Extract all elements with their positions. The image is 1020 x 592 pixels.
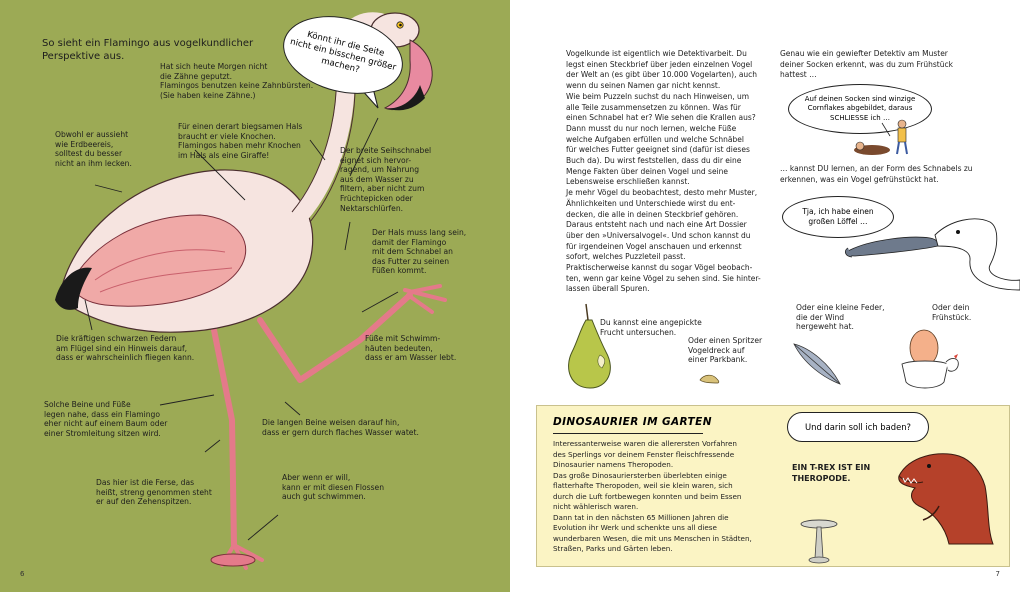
speech-bubble-socken-text: Auf deinen Socken sind winzige Cornflakes abgebildet, daraus SCHLIESSE ich … xyxy=(804,95,916,122)
sidebar-title: DINOSAURIER IM GARTEN xyxy=(553,416,712,428)
note-zaehne: Hat sich heute Morgen nicht die Zähne geputzt. Flamingos benutzen keine Zahnbürsten. (Sie haben keine Zähne.) xyxy=(160,62,314,100)
note-erdbeereis: Obwohl er aussieht wie Erdbeereis, solltest du besser nicht an ihm lecken. xyxy=(55,130,132,168)
spoonbill-illustration xyxy=(840,210,1020,290)
trex-label: EIN T-REX IST EIN THEROPODE. xyxy=(792,463,871,483)
note-beine-fuesse: Solche Beine und Füße legen nahe, dass ein Flamingo eher nicht auf einem Baum oder einer Stromleitung sitzen wird. xyxy=(44,400,168,438)
sidebar-text: Interessanterweise waren die allerersten Vorfahren des Sperlings vor deinem Fenster fleischfressende Dinosaurier namens Theropoden. Das große Dinosauriersterben überlebten einige flatterhafte Theropoden, weil sie klein waren, sich durch die Luft fortbewegen konnten und beim Essen nicht wählerisch waren. Dann tat in den nächsten 65 Millionen Jahren die Evolution ihr Werk und schenkte uns all diese wunderbaren Wesen, die mit uns Menschen in Städten, Straßen, Parks und Gärten leben. xyxy=(553,439,752,553)
trex-illustration xyxy=(889,436,999,546)
note-hals-lang: Der Hals muss lang sein, damit der Flamingo mit dem Schnabel an das Futter zu seinen Füßen kommt. xyxy=(372,228,467,276)
right-column-1: Vogelkunde ist eigentlich wie Detektivarbeit. Du legst einen Steckbrief über jeden einzelnen Vogel der Welt an (es gibt über 10.000 Vogelarten), auch wenn du seinen Namen gar nicht kennst. Wie beim Puzzeln suchst du nach Hinweisen, um alle Teile zusammensetzen zu können. Was für einen Schnabel hat er? Wie sehen die Krallen aus? Dann musst du nur noch lernen, welche Füße welche Aufgaben erfüllen und welche Schnäbel für welches Futter geeignet sind (dafür ist dieses Buch da). Du wirst feststellen, dass du dir eine Menge Fakten über deinen Vogel und seine Lebensweise erschließen kannst. Je mehr Vögel du beobachtest, desto mehr Muster, Ähnlichkeiten und Unterschiede wirst du ent- decken, die alle in deinen Steckbrief gehören. Daraus entsteht nach und nach eine Art Dossier über den »Universalvogel«. Und schon kannst du für irgendeinen Vogel anschauen und erkennst sofort, welches Puzzleteil passt. Praktischerweise kannst du sogar Vögel beobach- ten, wenn gar keine Vögel zu sehen sind. Sie hinter- lassen überall Spuren. xyxy=(566,49,761,294)
caption-feder: Oder eine kleine Feder, die der Wind hergeweht hat. xyxy=(796,303,885,332)
note-ferse: Das hier ist die Ferse, das heißt, streng genommen steht er auf den Zehenspitzen. xyxy=(96,478,212,507)
note-federn: Die kräftigen schwarzen Federn am Flügel sind ein Hinweis darauf, dass er wahrscheinlich fliegen kann. xyxy=(56,334,195,363)
page-number-left: 6 xyxy=(20,570,25,578)
note-lange-beine: Die langen Beine weisen darauf hin, dass er gern durch flaches Wasser watet. xyxy=(262,418,419,437)
note-schwimmhaeute: Füße mit Schwimm- häuten bedeuten, dass er am Wasser lebt. xyxy=(365,334,457,363)
right-column-2-intro: Genau wie ein gewiefter Detektiv am Muster deiner Socken erkennt, was du zum Frühstück hattest … xyxy=(780,49,953,80)
sidebar-title-underline xyxy=(553,433,703,434)
page-number-right: 7 xyxy=(995,570,1000,578)
left-heading: So sieht ein Flamingo aus vogelkundlicher Perspektive aus. xyxy=(42,38,254,62)
note-flossen: Aber wenn er will, kann er mit diesen Flossen auch gut schwimmen. xyxy=(282,473,385,502)
note-seihschnabel: Der breite Seihschnabel eignet sich hervor- ragend, um Nahrung aus dem Wasser zu filtern, aber nicht zum Früchtepicken oder Nektarschlürfen. xyxy=(340,146,432,213)
dinosaur-sidebar xyxy=(536,405,1010,567)
detective-illustration xyxy=(842,118,932,158)
caption-fruehstueck: Oder dein Frühstück. xyxy=(932,303,972,322)
caption-vogeldreck: Oder einen Spritzer Vogeldreck auf einer Parkbank. xyxy=(688,336,763,365)
note-hals-knochen: Für einen derart biegsamen Hals braucht er viele Knochen. Flamingos haben mehr Knochen im Hals als eine Giraffe! xyxy=(178,122,303,160)
bird-dropping-illustration xyxy=(698,372,722,384)
right-column-2-beak: … kannst DU lernen, an der Form des Schnabels zu erkennen, was ein Vogel gefrühstückt hat. xyxy=(780,164,973,184)
caption-birne: Du kannst eine angepickte Frucht untersuchen. xyxy=(600,318,702,337)
birdbath-illustration xyxy=(799,518,839,564)
egg-breakfast-illustration xyxy=(898,326,962,392)
speech-bubble-baden-text: Und darin soll ich baden? xyxy=(805,422,911,432)
pear-illustration xyxy=(558,300,618,390)
feather-icon xyxy=(790,338,844,388)
speech-bubble-flamingo-text: Könnt ihr die Seite nicht ein bisschen größer machen? xyxy=(289,29,398,75)
speech-bubble-loeffel-text: Tja, ich habe einen großen Löffel … xyxy=(802,207,874,226)
